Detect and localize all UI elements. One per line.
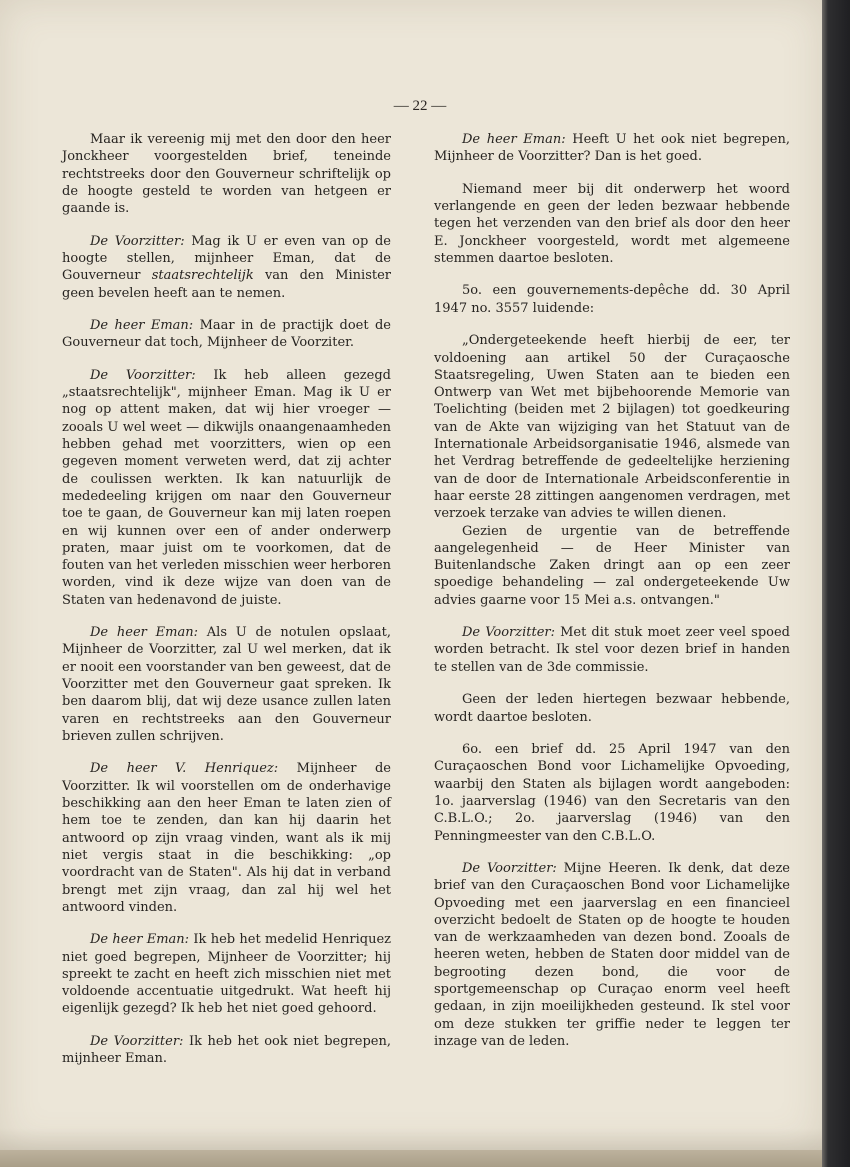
speaker: De heer V. Henriquez: <box>90 761 279 777</box>
quoted-letter: „Ondergeteekende heeft hierbij de eer, ter voldoening aan artikel 50 der Curaçaosche Staatsregeling, Uwen Staten aan te bieden een Ontwerp van Wet met bijbehoorende Memorie van Toelichting (beiden met 2 bijlagen) tot goedkeuring van de Akte van wijziging van het Statuut van de Internationale Arbeidsorganisatie 1946, alsmede van het Verdrag betreffende de gedeeltelijke herziening van de door de Internationale Arbeidsconferentie in haar eerste 28 zittingen aangenomen verdragen, met verzoek terzake van advies te willen dienen. <box>434 333 790 522</box>
speaker: De Voorzitter: <box>462 625 556 641</box>
speaker: De heer Eman: <box>90 318 194 334</box>
right-column <box>434 131 790 1050</box>
paragraph: De heer V. Henriquez: Mijnheer de Voorzitter. Ik wil voorstellen om de onderhavige beschikking aan den heer Eman te laten zien of hem toe te zenden, dan kan hij daarin het antwoord op zijn vraag vinden, want als ik mij niet vergis staat in die beschikking: „op voordracht van de Staten". Als hij dat in verband brengt met zijn vraag, dan zal hij wel het antwoord vinden. <box>62 761 391 915</box>
speaker: De heer Eman: <box>462 132 566 147</box>
left-column <box>62 131 391 1068</box>
page-number: — 22 — <box>393 98 447 114</box>
paragraph: De heer Eman: Heeft U het ook niet begrepen, Mijnheer de Voorzitter? Dan is het goed. <box>434 132 790 165</box>
paragraph: Niemand meer bij dit onderwerp het woord verlangende en geen der leden bezwaar hebbende tegen het verzenden van den brief als door den heer E. Jonckheer voorgesteld, wordt met algemeene stemmen daartoe besloten. <box>434 181 790 266</box>
paragraph: De heer Eman: Maar in de practijk doet de Gouverneur dat toch, Mijnheer de Voorziter. <box>62 318 391 351</box>
paragraph: De heer Eman: Als U de notulen opslaat, Mijnheer de Voorzitter, zal U wel merken, dat ik er nooit een voorstander van ben geweest, dat de Voorzitter met den Gouverneur gaat spreken. Ik ben daarom blij, dat wij deze usance zullen laten varen en rechtstreeks aan den Gouverneur brieven zullen schrijven. <box>62 625 391 744</box>
speaker: De Voorzitter: <box>90 367 196 383</box>
paragraph: Geen der leden hiertegen bezwaar hebbende, wordt daartoe besloten. <box>434 692 790 725</box>
speaker: De Voorzitter: <box>90 233 185 249</box>
page-bottom-shadow <box>0 1128 822 1150</box>
agenda-item: 5o. een gouvernements-depêche dd. 30 April 1947 no. 3557 luidende: <box>434 283 790 316</box>
speaker: De heer Eman: <box>90 932 190 948</box>
paragraph: Maar ik vereenig mij met den door den heer Jonckheer voorgestelden brief, teneinde rechtstreeks door den Gouverneur schriftelijk op de hoogte gesteld te worden van hetgeen er gaande is. <box>62 132 391 217</box>
scan-bottom-edge <box>0 1150 822 1167</box>
paragraph: De Voorzitter: Met dit stuk moet zeer veel spoed worden betracht. Ik stel voor dezen brief in handen te stellen van de 3de commissie. <box>434 625 790 675</box>
speaker: De Voorzitter: <box>462 861 557 876</box>
speaker: De heer Eman: <box>90 625 198 641</box>
paragraph: De heer Eman: Ik heb het medelid Henriquez niet goed begrepen, Mijnheer de Voorzitter; hij spreekt te zacht en heeft zich misschien niet met voldoende accentuatie uitgedrukt. Wat heeft hij eigenlijk gezegd? Ik heb het niet goed gehoord. <box>62 932 392 1017</box>
quoted-letter-continued: Gezien de urgentie van de betreffende aangelegenheid — de Heer Minister van Buitenlandsche Zaken dringt aan op een zeer spoedige behandeling — zal ondergeteekende Uw advies gaarne voor 15 Mei a.s. ontvangen." <box>434 523 790 608</box>
scan-edge <box>822 0 850 1167</box>
paragraph: De Voorzitter: Ik heb alleen gezegd „staatsrechtelijk", mijnheer Eman. Mag ik U er nog op attent maken, dat wij hier vroeger — zooals U wel weet — dikwijls onaangenaamheden hebben gehad met voorzitters, wien op een gegeven moment verweten werd, dat zij achter de coulissen werkten. Ik kan natuurlijk de mededeeling krijgen om naar den Gouverneur toe te gaan, de Gouverneur kan mij laten roepen en wij kunnen over een of ander onderwerp praten, maar juist om te voorkomen, dat de fouten van het verleden misschien weer herboren worden, vind ik deze wijze van doen van de Staten van hedenavond de juiste. <box>62 367 391 608</box>
agenda-item: 6o. een brief dd. 25 April 1947 van den Curaçaoschen Bond voor Lichamelijke Opvoeding, waarbij den Staten als bijlagen wordt aangeboden: 1o. jaarverslag (1946) van den Secretaris van den C.B.L.O.; 2o. jaarverslag (1946) van den Penningmeester van den C.B.L.O. <box>434 742 790 844</box>
paragraph: De Voorzitter: Mag ik U er even van op de hoogte stellen, mijnheer Eman, dat de Gouverneur staatsrechtelijk van den Minister geen bevelen heeft aan te nemen. <box>62 233 392 301</box>
paragraph: De Voorzitter: Ik heb het ook niet begrepen, mijnheer Eman. <box>62 1033 391 1067</box>
speaker: De Voorzitter: <box>90 1033 184 1049</box>
paragraph: De Voorzitter: Mijne Heeren. Ik denk, dat deze brief van den Curaçaoschen Bond voor Lichamelijke Opvoeding met een jaarverslag en een financieel overzicht bedoelt de Staten op de hoogte te houden van de werkzaamheden van dezen bond. Zooals de heeren weten, hebben de Staten door middel van de begrooting dezen bond, die voor de sportgemeenschap op Curaçao enorm veel heeft gedaan, in zijn moeilijkheden gesteund. Ik stel voor om deze stukken ter griffie neder te leggen ter inzage van de leden. <box>434 861 790 1049</box>
